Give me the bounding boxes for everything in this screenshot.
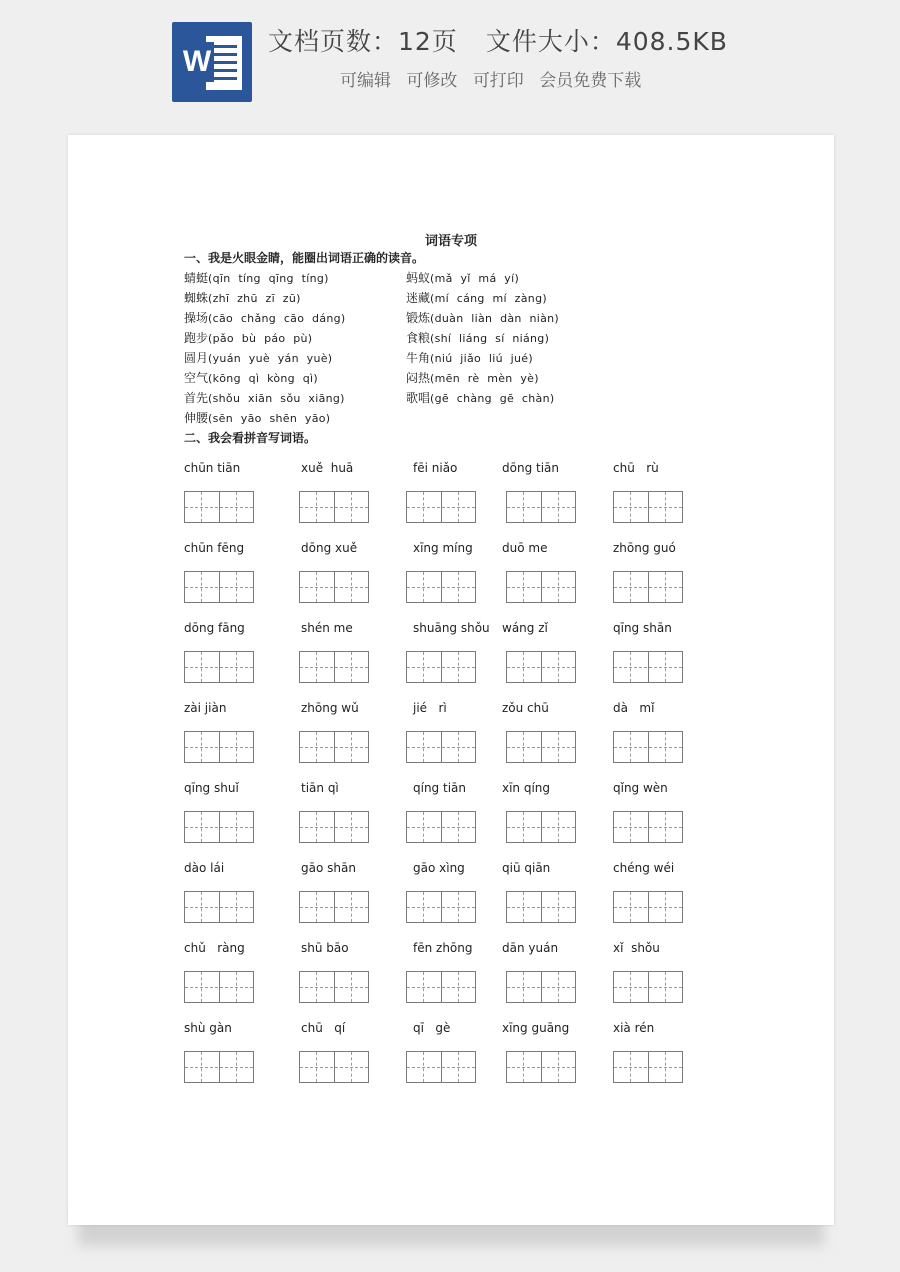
item-word: 蜘蛛 xyxy=(184,291,209,305)
pronunciation-item xyxy=(406,369,539,386)
pinyin-label: xuě huā xyxy=(301,461,354,475)
pinyin-label: dōng xuě xyxy=(301,541,358,555)
pronunciation-item xyxy=(406,309,559,326)
pinyin-label: wáng zǐ xyxy=(502,621,548,635)
document-title: 词语专项 xyxy=(424,234,477,249)
pinyin-label: qīng shuǐ xyxy=(184,781,239,795)
pinyin-label: duō me xyxy=(502,541,548,555)
pronunciation-item xyxy=(184,289,301,306)
item-pinyin-options: (pǎo bù páo pù) xyxy=(208,332,313,345)
pronunciation-item xyxy=(184,409,330,426)
item-word: 闷热 xyxy=(406,371,431,385)
writing-grid-box[interactable] xyxy=(506,491,576,523)
writing-grid-box[interactable] xyxy=(406,651,476,683)
item-word: 锻炼 xyxy=(406,311,431,325)
pinyin-label: chūn fēng xyxy=(184,541,245,555)
item-pinyin-options: (shǒu xiān sǒu xiāng) xyxy=(208,392,345,405)
item-word: 迷藏 xyxy=(406,291,431,305)
pronunciation-item xyxy=(406,349,533,366)
writing-grid-box[interactable] xyxy=(506,891,576,923)
item-word: 蜻蜓 xyxy=(184,271,209,285)
writing-grid-box[interactable] xyxy=(299,571,369,603)
writing-grid-box[interactable] xyxy=(299,731,369,763)
pinyin-label: fēn zhōng xyxy=(413,941,473,955)
file-info xyxy=(268,22,728,58)
document-page xyxy=(68,135,834,1225)
pinyin-label: fēi niǎo xyxy=(413,461,458,475)
writing-grid-box[interactable] xyxy=(184,731,254,763)
writing-grid-box[interactable] xyxy=(613,811,683,843)
feature-member-download: 会员免费下载 xyxy=(539,71,642,91)
feature-modifiable: 可修改 xyxy=(406,71,458,91)
item-pinyin-options: (gē chàng gē chàn) xyxy=(430,392,555,405)
pronunciation-item xyxy=(184,349,332,366)
writing-grid-box[interactable] xyxy=(613,571,683,603)
writing-grid-box[interactable] xyxy=(613,891,683,923)
item-word: 圆月 xyxy=(184,351,209,365)
pinyin-label: qíng tiān xyxy=(413,781,466,795)
pinyin-label: xià rén xyxy=(613,1021,655,1035)
item-pinyin-options: (niú jiǎo liú jué) xyxy=(430,352,533,365)
item-pinyin-options: (kōng qì kòng qì) xyxy=(208,372,318,385)
pinyin-label: shù gàn xyxy=(184,1021,232,1035)
item-word: 跑步 xyxy=(184,331,209,345)
writing-grid-box[interactable] xyxy=(299,891,369,923)
writing-grid-box[interactable] xyxy=(406,571,476,603)
writing-grid-box[interactable] xyxy=(184,971,254,1003)
pinyin-label: chūn tiān xyxy=(184,461,241,475)
feature-printable: 可打印 xyxy=(472,71,524,91)
pronunciation-item xyxy=(406,389,554,406)
writing-grid-box[interactable] xyxy=(406,811,476,843)
item-word: 空气 xyxy=(184,371,209,385)
item-pinyin-options: (sēn yāo shēn yāo) xyxy=(208,412,331,425)
pinyin-label: chéng wéi xyxy=(613,861,675,875)
pinyin-label: dào lái xyxy=(184,861,225,875)
pinyin-label: zài jiàn xyxy=(184,701,227,715)
word-icon-letter: W xyxy=(180,42,214,82)
file-size: 文件大小：408.5KB xyxy=(485,27,728,56)
pinyin-label: jié rì xyxy=(413,701,447,715)
item-word: 牛角 xyxy=(406,351,431,365)
pronunciation-item xyxy=(406,269,519,286)
item-word: 蚂蚁 xyxy=(406,271,431,285)
item-pinyin-options: (mí cáng mí zàng) xyxy=(430,292,547,305)
pinyin-label: qīng shān xyxy=(613,621,672,635)
pinyin-label: tiān qì xyxy=(301,781,339,795)
item-pinyin-options: (zhī zhū zī zū) xyxy=(208,292,301,305)
writing-grid-box[interactable] xyxy=(184,811,254,843)
item-pinyin-options: (cāo chǎng cāo dáng) xyxy=(208,312,346,325)
item-pinyin-options: (qīn tíng qīng tíng) xyxy=(208,272,329,285)
pinyin-label: qī gè xyxy=(413,1021,451,1035)
writing-grid-box[interactable] xyxy=(506,971,576,1003)
item-word: 歌唱 xyxy=(406,391,431,405)
writing-grid-box[interactable] xyxy=(184,651,254,683)
pinyin-label: qǐng wèn xyxy=(613,781,668,795)
writing-grid-box[interactable] xyxy=(506,1051,576,1083)
item-pinyin-options: (duàn liàn dàn niàn) xyxy=(430,312,560,325)
pinyin-label: chǔ ràng xyxy=(184,941,245,955)
writing-grid-box[interactable] xyxy=(184,571,254,603)
pinyin-label: dān yuán xyxy=(502,941,559,955)
writing-grid-box[interactable] xyxy=(506,571,576,603)
pronunciation-item xyxy=(184,269,329,286)
pinyin-label: chū qí xyxy=(301,1021,346,1035)
pinyin-label: xīng guāng xyxy=(502,1021,570,1035)
pronunciation-item xyxy=(184,369,318,386)
pinyin-label: dà mǐ xyxy=(613,701,655,715)
pinyin-label: xǐ shǒu xyxy=(613,941,660,955)
item-pinyin-options: (yuán yuè yán yuè) xyxy=(208,352,333,365)
pinyin-label: dōng fāng xyxy=(184,621,245,635)
writing-grid-box[interactable] xyxy=(613,651,683,683)
section-2-heading: 二、我会看拼音写词语。 xyxy=(184,431,317,445)
word-document-icon xyxy=(172,22,252,102)
pinyin-label: shū bāo xyxy=(301,941,349,955)
pronunciation-item xyxy=(184,309,346,326)
writing-grid-box[interactable] xyxy=(406,891,476,923)
section-1-heading: 一、我是火眼金睛，能圈出词语正确的读音。 xyxy=(184,251,425,265)
pinyin-label: dōng tiān xyxy=(502,461,559,475)
writing-grid-box[interactable] xyxy=(299,651,369,683)
writing-grid-box[interactable] xyxy=(299,811,369,843)
writing-grid-box[interactable] xyxy=(613,971,683,1003)
pinyin-label: xīn qíng xyxy=(502,781,551,795)
page-count: 文档页数：12页 xyxy=(268,27,458,56)
pinyin-label: shén me xyxy=(301,621,353,635)
writing-grid-box[interactable] xyxy=(506,651,576,683)
feature-editable: 可编辑 xyxy=(340,71,391,91)
pinyin-label: gāo xìng xyxy=(413,861,465,875)
writing-grid-box[interactable] xyxy=(184,491,254,523)
pronunciation-item xyxy=(184,389,345,406)
writing-grid-box[interactable] xyxy=(299,971,369,1003)
pronunciation-item xyxy=(406,289,547,306)
item-word: 伸腰 xyxy=(184,411,209,425)
item-word: 首先 xyxy=(184,391,209,405)
writing-grid-box[interactable] xyxy=(506,731,576,763)
pronunciation-item xyxy=(406,329,549,346)
writing-grid-box[interactable] xyxy=(613,1051,683,1083)
writing-grid-box[interactable] xyxy=(613,731,683,763)
writing-grid-box[interactable] xyxy=(406,491,476,523)
pinyin-label: gāo shān xyxy=(301,861,356,875)
feature-list xyxy=(340,66,651,91)
item-pinyin-options: (mēn rè mèn yè) xyxy=(430,372,539,385)
pinyin-label: shuāng shǒu xyxy=(413,621,490,635)
writing-grid-box[interactable] xyxy=(406,1051,476,1083)
item-pinyin-options: (mǎ yǐ má yí) xyxy=(430,272,520,285)
pinyin-label: chū rù xyxy=(613,461,659,475)
pinyin-label: zǒu chū xyxy=(502,701,549,715)
item-word: 操场 xyxy=(184,311,209,325)
writing-grid-box[interactable] xyxy=(299,491,369,523)
writing-grid-box[interactable] xyxy=(299,1051,369,1083)
item-word: 食粮 xyxy=(406,331,431,345)
item-pinyin-options: (shí liáng sí niáng) xyxy=(430,332,550,345)
pinyin-label: zhōng wǔ xyxy=(301,701,359,715)
pinyin-label: zhōng guó xyxy=(613,541,676,555)
writing-grid-box[interactable] xyxy=(406,971,476,1003)
writing-grid-box[interactable] xyxy=(406,731,476,763)
pinyin-label: xīng míng xyxy=(413,541,473,555)
download-banner xyxy=(0,0,900,120)
writing-grid-box[interactable] xyxy=(184,891,254,923)
pinyin-label: qiū qiān xyxy=(502,861,551,875)
pronunciation-item xyxy=(184,329,312,346)
writing-grid-box[interactable] xyxy=(506,811,576,843)
writing-grid-box[interactable] xyxy=(184,1051,254,1083)
writing-grid-box[interactable] xyxy=(613,491,683,523)
